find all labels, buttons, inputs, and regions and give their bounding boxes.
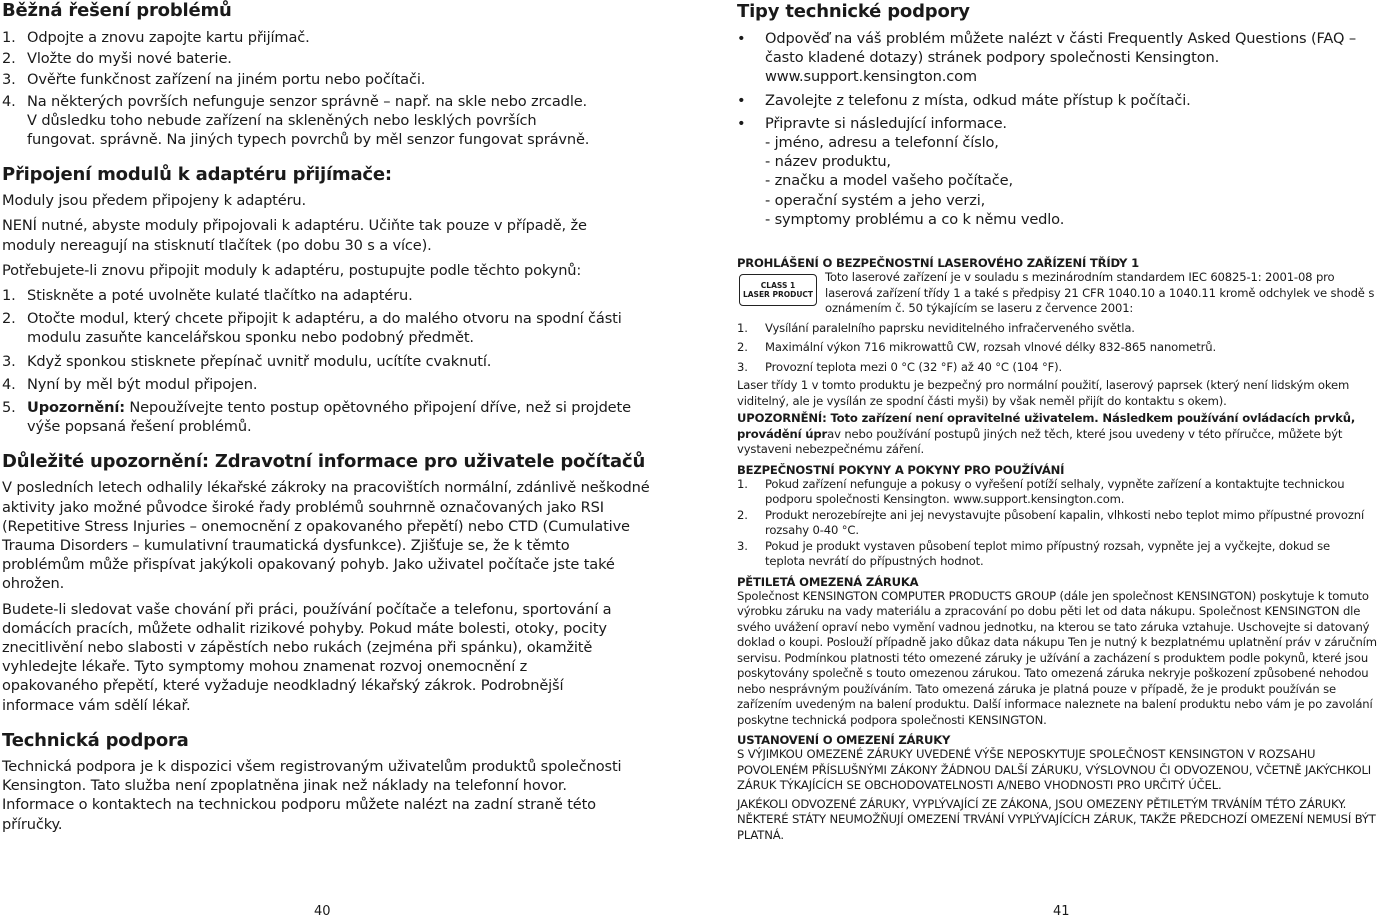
tips-list <box>737 29 1385 229</box>
module-connect-heading: Připojení modulů k adaptéru přijímače: <box>2 164 392 186</box>
left-page <box>2 0 652 834</box>
list-item: 3. Provozní teplota mezi 0 °C (32 °F) až 40 °C (104 °F). <box>737 359 1063 374</box>
limitation-heading: USTANOVENÍ O OMEZENÍ ZÁRUKY <box>737 733 951 748</box>
list-item: • Odpověď na váš problém můžete nalézt v části Frequently Asked Questions (FAQ – často kladené dotazy) stránek podpory společnosti Kensington. www.support.kensington.com <box>737 30 1356 86</box>
warranty-heading: PĚTILETÁ OMEZENÁ ZÁRUKA <box>737 574 919 589</box>
list-item: • Připravte si následující informace. - jméno, adresu a telefonní číslo, - název produktu, - značku a model vašeho počítače, - operační systém a jeho verzi, - symptomy problému a co k němu vedlo. <box>737 114 1385 229</box>
sub-item: - značku a model vašeho počítače, <box>765 172 1013 190</box>
paragraph: Moduly jsou předem připojeny k adaptéru. <box>2 192 307 210</box>
laser-intro <box>737 270 1385 317</box>
list-item: • Zavolejte z telefonu z místa, odkud máte přístup k počítači. <box>737 91 1191 109</box>
list-item: 1. Stiskněte a poté uvolněte kulaté tlačítko na adaptéru. <box>2 287 413 305</box>
troubleshooting-list <box>2 28 652 149</box>
laser-list <box>737 321 1385 376</box>
list-item: 3. Pokud je produkt vystaven působení teplot mimo přípustný rozsah, vypněte jej a vyčkejte, dokud se teplota nevrátí do přípustných hodnot. <box>737 538 1330 569</box>
list-item: 2. Otočte modul, který chcete připojit k adaptéru, a do malého otvoru na spodní části modulu zasuňte kancelářskou sponku nebo podobný předmět. <box>2 310 622 347</box>
sub-item: - operační systém a jeho verzi, <box>765 191 986 209</box>
paragraph: Toto laserové zařízení je v souladu s mezinárodním standardem IEC 60825-1: 2001-08 pro laserová zařízení třídy 1 a také s předpisy 21 CFR 1040.10 a 1040.11 kromě odchylek ve shodě s oznámením č. 50 týkajícím se laseru z července 2001: <box>825 270 1375 316</box>
list-item: 2. Produkt nerozebírejte ani jej nevystavujte působení kapalin, vlhkosti nebo teplot mimo přípustné provozní rozsahy 0-40 °C. <box>737 507 1365 538</box>
sub-item: - symptomy problému a co k němu vedlo. <box>765 210 1065 228</box>
page-number-left: 40 <box>314 904 331 919</box>
list-item: 1. Pokud zařízení nefunguje a pokusy o vyřešení potíží selhaly, vypněte zařízení a kontaktujte technickou podporu společnosti Kensington. www.support.kensington.com. <box>737 476 1345 507</box>
paragraph: Technická podpora je k dispozici všem registrovaným uživatelům produktů společnosti Kensington. Tato služba není zpoplatněna jinak než náklady na telefonní hovor. Informace o kontaktech na technickou podporu můžete nalézt na zadní straně této příručky. <box>2 757 622 833</box>
list-item: 4. Nyní by měl být modul připojen. <box>2 375 258 393</box>
tips-heading: Tipy technické podpory <box>737 1 970 22</box>
list-item: 3. Když sponkou stisknete přepínač uvnitř modulu, ucítíte cvaknutí. <box>2 352 492 370</box>
paragraph: Potřebujete-li znovu připojit moduly k adaptéru, postupujte podle těchto pokynů: <box>2 261 582 279</box>
page-number-right: 41 <box>1053 904 1070 919</box>
paragraph: Společnost KENSINGTON COMPUTER PRODUCTS GROUP (dále jen společnost KENSINGTON) poskytuje k tomuto výrobku záruku na vady materiálu a zpracování po dobu pěti let od data nákupu. Společnost KENSINGTON dle svého uvážení opraví nebo vymění vadnou jednotku, na kterou se tato záruka vztahuje. Uschovejte si datovaný doklad o koupi. Poslouží případně jako důkaz data nákupu Ten je nutný k bezplatnému uplatnění práv v záručním servisu. Podmínkou platnosti této omezené záruky je užívání a zacházení s produktem podle pokynů, které jsou poskytovány společně s touto omezenou zárukou. Tato omezená záruka nekryje poškození způsobené nehodou nebo nesprávným používáním. Tato omezená záruka je platná pouze v případě, že je produkt používán se zařízením uvedeným na balení produktu. Další informace naleznete na balení produktu nebo vám je po zavolání poskytne technická podpora společnosti KENSINGTON. <box>737 588 1377 727</box>
paragraph: JAKÉKOLI ODVOZENÉ ZÁRUKY, VYPLÝVAJÍCÍ ZE ZÁKONA, JSOU OMEZENY PĚTILETÝM TRVÁNÍM TÉTO ZÁRUKY. NĚKTERÉ STÁTY NEUMOŽŇUJÍ OMEZENÍ TRVÁNÍ VYPLÝVAJÍCÍCH ZÁRUK, TAKŽE PŘEDCHOZÍ OMEZENÍ NEMUSÍ BÝT PLATNÁ. <box>737 796 1376 842</box>
tips-sublist <box>765 133 1385 229</box>
list-item: 1. Odpojte a znovu zapojte kartu přijímač. <box>2 29 310 46</box>
list-item: 4. Na některých površích nefunguje senzor správně – např. na skle nebo zrcadle. V důsledku toho nebude zařízení na skleněných nebo lesklých površích fungovat. správně. Na jiných typech povrchů by měl senzor fungovat správně. <box>2 92 590 149</box>
laser-heading: PROHLÁŠENÍ O BEZPEČNOSTNÍ LASEROVÉHO ZAŘÍZENÍ TŘÍDY 1 <box>737 256 1139 271</box>
list-item: 1. Vysílání paralelního paprsku neviditelného infračerveného světla. <box>737 320 1135 335</box>
class1-laser-label: CLASS 1 LASER PRODUCT <box>739 274 817 306</box>
paragraph: Laser třídy 1 v tomto produktu je bezpečný pro normální použití, laserový paprsek (který není lidským okem viditelný, ale je vysílán ze spodní části myši) by však neměl přijít do kontaktu s okem). <box>737 378 1350 408</box>
safety-list <box>737 477 1385 570</box>
troubleshooting-heading: Běžná řešení problémů <box>2 0 232 21</box>
list-item: 5. Upozornění: Nepoužívejte tento postup opětovného připojení dříve, než si projdete výše popsaná řešení problémů. <box>2 399 631 436</box>
safety-heading: BEZPEČNOSTNÍ POKYNY A POKYNY PRO POUŽÍVÁNÍ <box>737 462 1065 477</box>
paragraph: Budete-li sledovat vaše chování při práci, používání počítače a telefonu, sportování a domácích pracích, můžete odhalit rizikové pohyby. Pokud máte bolesti, otoky, pocity znecitlivění nebo slabosti v zápěstích nebo rukách (zejména při spánku), okamžitě vyhledejte lékaře. Tyto symptomy mohou znamenat rozvoj onemocnění z opakovaného přepětí, které vyžaduje neodkladný lékařský zákrok. Podrobnější informace vám sdělí lékař. <box>2 600 612 714</box>
paragraph: S VÝJIMKOU OMEZENÉ ZÁRUKY UVEDENÉ VÝŠE NEPOSKYTUJE SPOLEČNOST KENSINGTON V ROZSAHU POVOLENÉM PŘÍSLUŠNÝMI ZÁKONY ŽÁDNOU DALŠÍ ZÁRUKU, VÝSLOVNOU ČI ODVOZENOU, VČETNĚ JAKÝCHKOLI ZÁRUK TÝKAJÍCÍCH SE OBCHODOVATELNOSTI A/NEBO VHODNOSTI PRO URČITÝ ÚČEL. <box>737 747 1372 793</box>
module-connect-list <box>2 286 652 436</box>
list-item: 3. Ověřte funkčnost zařízení na jiném portu nebo počítači. <box>2 71 426 89</box>
paragraph: V posledních letech odhalily lékařské zákroky na pracovištích normální, zdánlivě neškodné aktivity jako možné původce široké řady problémů souhrnně označovaných jako RSI (Repetitive Stress Injuries – onemocnění z opakovaného přepětí) nebo CTD (Cumulative Trauma Disorders – kumulativní traumatická dysfunkce). Zjišťuje se, že k těmto problémům může přispívat jakýkoli opakovaný pohyb. Jako uživatel počítače jste také ohrožen. <box>2 479 650 593</box>
tech-support-heading: Technická podpora <box>2 729 189 751</box>
right-page <box>737 0 1385 843</box>
list-item: 2. Maximální výkon 716 mikrowattů CW, rozsah vlnové délky 832-865 nanometrů. <box>737 340 1216 355</box>
sub-item: - název produktu, <box>765 153 891 171</box>
health-warning-heading: Důležité upozornění: Zdravotní informace pro uživatele počítačů <box>2 451 646 473</box>
sub-item: - jméno, adresu a telefonní číslo, <box>765 134 999 152</box>
paragraph: NENÍ nutné, abyste moduly připojovali k adaptéru. Učiňte tak pouze v případě, že moduly nereagují na stisknutí tlačítek (po dobu 30 s a více). <box>2 217 587 254</box>
laser-warning: UPOZORNĚNÍ: Toto zařízení není opravitelné uživatelem. Následkem používání ovládacích prvků, provádění úprav nebo používání postupů jiných než těch, které jsou uvedeny v této příručce, můžete být vystaveni nebezpečnému záření. <box>737 411 1356 457</box>
list-item: 2. Vložte do myši nové baterie. <box>2 50 232 68</box>
